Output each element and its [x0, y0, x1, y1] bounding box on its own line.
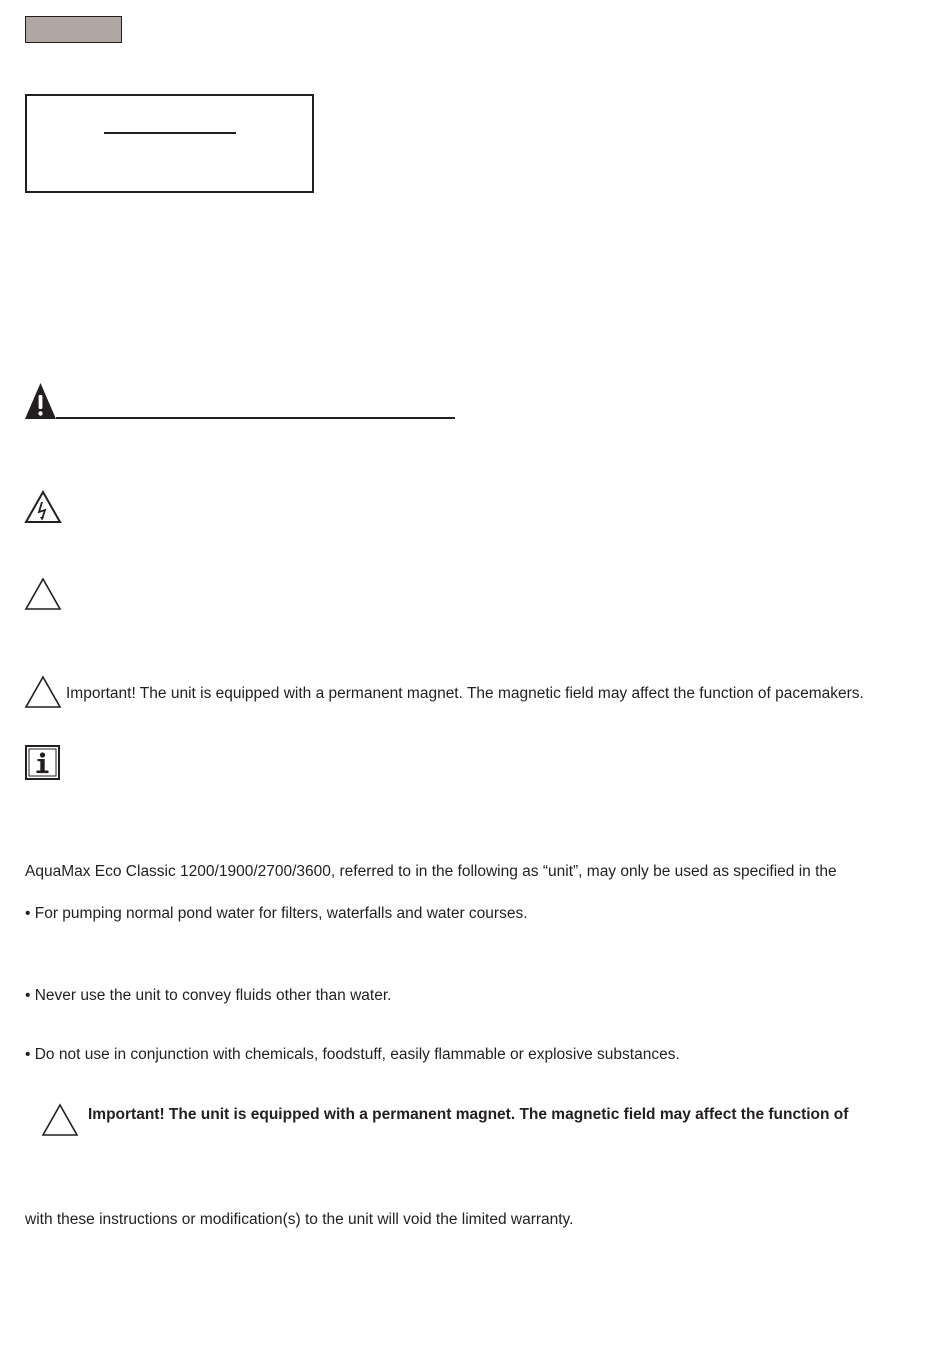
bullet-chemicals: • Do not use in conjunction with chemicals, foodstuff, easily flammable or explosive substances. [25, 1046, 680, 1063]
warning-icon [24, 382, 57, 420]
info-icon [25, 745, 60, 780]
usage-intro: AquaMax Eco Classic 1200/1900/2700/3600, referred to in the following as “unit”, may only be used as specified in the [25, 863, 837, 880]
magnet-warning-bold: Important! The unit is equipped with a permanent magnet. The magnetic field may affect the function of [88, 1106, 849, 1123]
magnet-note: Important! The unit is equipped with a permanent magnet. The magnetic field may affect the function of pacemakers. [66, 685, 864, 702]
caution-icon [24, 675, 62, 709]
bullet-use: • For pumping normal pond water for filters, waterfalls and water courses. [25, 905, 528, 922]
section-tab [25, 16, 122, 43]
warranty-line: with these instructions or modification(s) to the unit will void the limited warranty. [25, 1211, 574, 1228]
title-box-rule [104, 132, 236, 134]
electric-hazard-icon [24, 490, 62, 524]
caution-icon [41, 1103, 79, 1137]
bullet-fluids: • Never use the unit to convey fluids other than water. [25, 987, 392, 1004]
caution-icon [24, 577, 62, 611]
title-box [25, 94, 314, 193]
heading-rule [56, 417, 455, 419]
